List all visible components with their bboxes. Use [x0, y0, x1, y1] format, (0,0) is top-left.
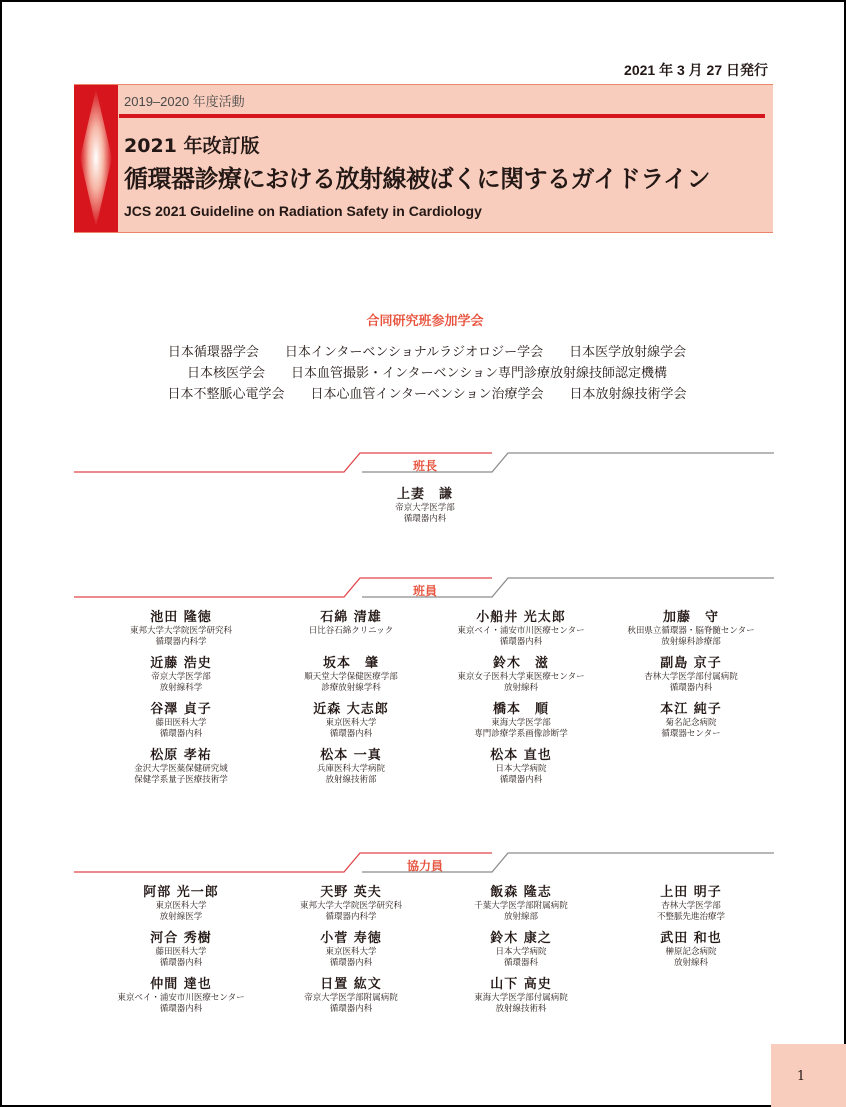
leader-entry	[2, 486, 846, 525]
person-affiliation: 東京ベイ・浦安市川医療センター	[457, 626, 585, 636]
person-affiliation: 菊名記念病院	[665, 718, 717, 728]
person-affiliation: 帝京大学医学部附属病院	[304, 993, 398, 1003]
person-name: 副島 京子	[660, 656, 722, 671]
person-department: 放射線科学	[159, 683, 203, 693]
person-department: 放射線医学	[159, 912, 203, 922]
person-affiliation: 東京ベイ・浦安市川医療センター	[117, 993, 245, 1003]
person-affiliation: 杏林大学医学部付属病院	[644, 672, 738, 682]
person-department: 放射線科診療部	[661, 637, 721, 647]
person-department: 循環器内科	[499, 637, 543, 647]
person-affiliation: 金沢大学医薬保健研究域	[134, 764, 228, 774]
person-department: 放射線技術部	[325, 775, 377, 785]
collaborator-entry	[266, 976, 436, 1022]
person-name: 阿部 光一郎	[143, 885, 219, 900]
person-name: 池田 隆徳	[150, 610, 212, 625]
societies-list	[142, 342, 712, 405]
person-department: 循環器内科	[159, 1004, 203, 1014]
person-name: 武田 和也	[660, 931, 722, 946]
page-title-english: JCS 2021 Guideline on Radiation Safety in Cardiology	[124, 203, 482, 219]
person-affiliation: 帝京大学医学部	[395, 503, 455, 513]
person-name: 天野 英夫	[320, 885, 382, 900]
person-name: 松原 孝祐	[150, 748, 212, 763]
society: 日本血管撮影・インターベンション専門診療放射線技師認定機構	[291, 366, 667, 381]
person-name: 加藤 守	[662, 610, 719, 625]
member-entry	[606, 609, 776, 655]
member-entry	[606, 655, 776, 701]
societies-row	[142, 342, 712, 363]
person-name: 鈴木 康之	[490, 931, 552, 946]
person-department: 放射線技術科	[495, 1004, 547, 1014]
person-affiliation: 日本大学病院	[495, 764, 547, 774]
collaborator-entry	[436, 976, 606, 1022]
society: 日本核医学会	[187, 366, 266, 381]
person-affiliation: 東邦大学大学院医学研究科	[299, 901, 402, 911]
person-name: 松本 一真	[320, 748, 382, 763]
page-number: 1	[796, 1069, 806, 1084]
societies-row	[142, 363, 712, 384]
person-department: 循環器内科	[159, 958, 203, 968]
person-department: 専門診療学系画像診断学	[474, 729, 568, 739]
person-name: 小船井 光太郎	[476, 610, 566, 625]
person-affiliation: 東邦大学大学院医学研究科	[129, 626, 232, 636]
member-entry	[436, 747, 606, 793]
collaborator-entry	[606, 884, 776, 930]
member-entry	[96, 655, 266, 701]
collaborator-entry	[96, 884, 266, 930]
person-affiliation: 千葉大学医学部附属病院	[474, 901, 568, 911]
person-affiliation: 秋田県立循環器・脳脊髄センター	[627, 626, 755, 636]
society: 日本医学放射線学会	[569, 345, 687, 360]
member-entry	[96, 747, 266, 793]
section-label-collaborators: 協力員	[406, 859, 443, 873]
person-department: 放射線科	[673, 958, 708, 968]
person-affiliation: 東京女子医科大学東医療センター	[457, 672, 585, 682]
society: 日本循環器学会	[167, 345, 259, 360]
person-name: 鈴木 滋	[492, 656, 549, 671]
person-name: 飯森 隆志	[490, 885, 552, 900]
person-affiliation: 東海大学医学部	[491, 718, 551, 728]
person-affiliation: 日比谷石綿クリニック	[308, 626, 394, 636]
section-label-members: 班員	[412, 584, 437, 598]
issue-date: 2021 年 3 月 27 日発行	[624, 62, 768, 78]
person-name: 河合 秀樹	[150, 931, 212, 946]
person-name: 石綿 清雄	[320, 610, 382, 625]
member-entry	[606, 701, 776, 747]
societies-heading: 合同研究班参加学会	[366, 314, 484, 329]
person-name: 小菅 寿徳	[320, 931, 382, 946]
title-banner	[74, 84, 773, 233]
person-name: 松本 直也	[490, 748, 552, 763]
collaborator-entry	[436, 884, 606, 930]
members-grid	[96, 609, 776, 793]
person-name: 仲間 達也	[150, 977, 212, 992]
person-department: 循環器科	[503, 958, 538, 968]
society: 日本心血管インターベンション治療学会	[310, 387, 544, 402]
society: 日本放射線技術学会	[569, 387, 687, 402]
person-affiliation: 杏林大学医学部	[661, 901, 721, 911]
member-entry	[266, 655, 436, 701]
person-name: 本江 純子	[660, 702, 722, 717]
person-department: 循環器内科	[669, 683, 713, 693]
person-department: 放射線部	[503, 912, 538, 922]
person-department: 循環器内科学	[325, 912, 377, 922]
person-department: 循環器内科	[403, 514, 447, 524]
page-title: 循環器診療における放射線被ばくに関するガイドライン	[124, 165, 711, 193]
person-affiliation: 藤田医科大学	[155, 718, 207, 728]
person-department: 循環器内科	[499, 775, 543, 785]
person-department: 放射線科	[503, 683, 538, 693]
activity-period: 2019–2020 年度活動	[124, 94, 245, 109]
diamond-ornament-icon	[74, 85, 118, 232]
person-affiliation: 東京医科大学	[155, 901, 207, 911]
member-entry	[436, 655, 606, 701]
person-affiliation: 帝京大学医学部	[151, 672, 211, 682]
person-name: 近森 大志郎	[313, 702, 389, 717]
person-name: 日置 紘文	[320, 977, 382, 992]
person-affiliation: 榊原記念病院	[665, 947, 717, 957]
member-entry	[436, 609, 606, 655]
collaborator-entry	[606, 930, 776, 976]
person-name: 上田 明子	[660, 885, 722, 900]
member-entry	[266, 701, 436, 747]
person-name: 谷澤 貞子	[150, 702, 212, 717]
person-name: 橋本 順	[492, 702, 549, 717]
societies-row	[142, 384, 712, 405]
society: 日本インターベンショナルラジオロジー学会	[284, 345, 544, 360]
person-department: 循環器センター	[661, 729, 721, 739]
collaborator-entry	[96, 930, 266, 976]
person-affiliation: 日本大学病院	[495, 947, 547, 957]
person-name: 山下 高史	[490, 977, 552, 992]
edition-label: 2021 年改訂版	[124, 135, 260, 157]
person-affiliation: 東海大学医学部付属病院	[474, 993, 568, 1003]
person-affiliation: 藤田医科大学	[155, 947, 207, 957]
collaborator-entry	[436, 930, 606, 976]
collaborator-entry	[96, 976, 266, 1022]
collaborator-entry	[266, 884, 436, 930]
person-department: 循環器内科	[329, 1004, 373, 1014]
person-department: 循環器内科学	[155, 637, 207, 647]
person-affiliation: 東京医科大学	[325, 947, 377, 957]
collaborators-grid	[96, 884, 776, 1022]
person-department: 循環器内科	[329, 958, 373, 968]
member-entry	[266, 747, 436, 793]
society: 日本不整脈心電学会	[167, 387, 285, 402]
member-entry	[96, 609, 266, 655]
member-entry	[266, 609, 436, 655]
page-number-tab	[771, 1044, 846, 1107]
person-name: 坂本 肇	[322, 656, 379, 671]
collaborator-entry	[266, 930, 436, 976]
person-department: 循環器内科	[159, 729, 203, 739]
person-department: 循環器内科	[329, 729, 373, 739]
person-name: 上妻 謙	[396, 487, 453, 502]
member-entry	[96, 701, 266, 747]
person-department: 診療放射線学科	[321, 683, 381, 693]
person-department: 保健学系量子医療技術学	[134, 775, 228, 785]
person-affiliation: 東京医科大学	[325, 718, 377, 728]
person-affiliation: 順天堂大学保健医療学部	[304, 672, 398, 682]
person-name: 近藤 浩史	[150, 656, 212, 671]
header-divider	[119, 114, 765, 118]
person-department: 不整脈先進治療学	[656, 912, 725, 922]
member-entry	[436, 701, 606, 747]
section-label-leader: 班長	[412, 459, 437, 473]
person-affiliation: 兵庫医科大学病院	[316, 764, 385, 774]
